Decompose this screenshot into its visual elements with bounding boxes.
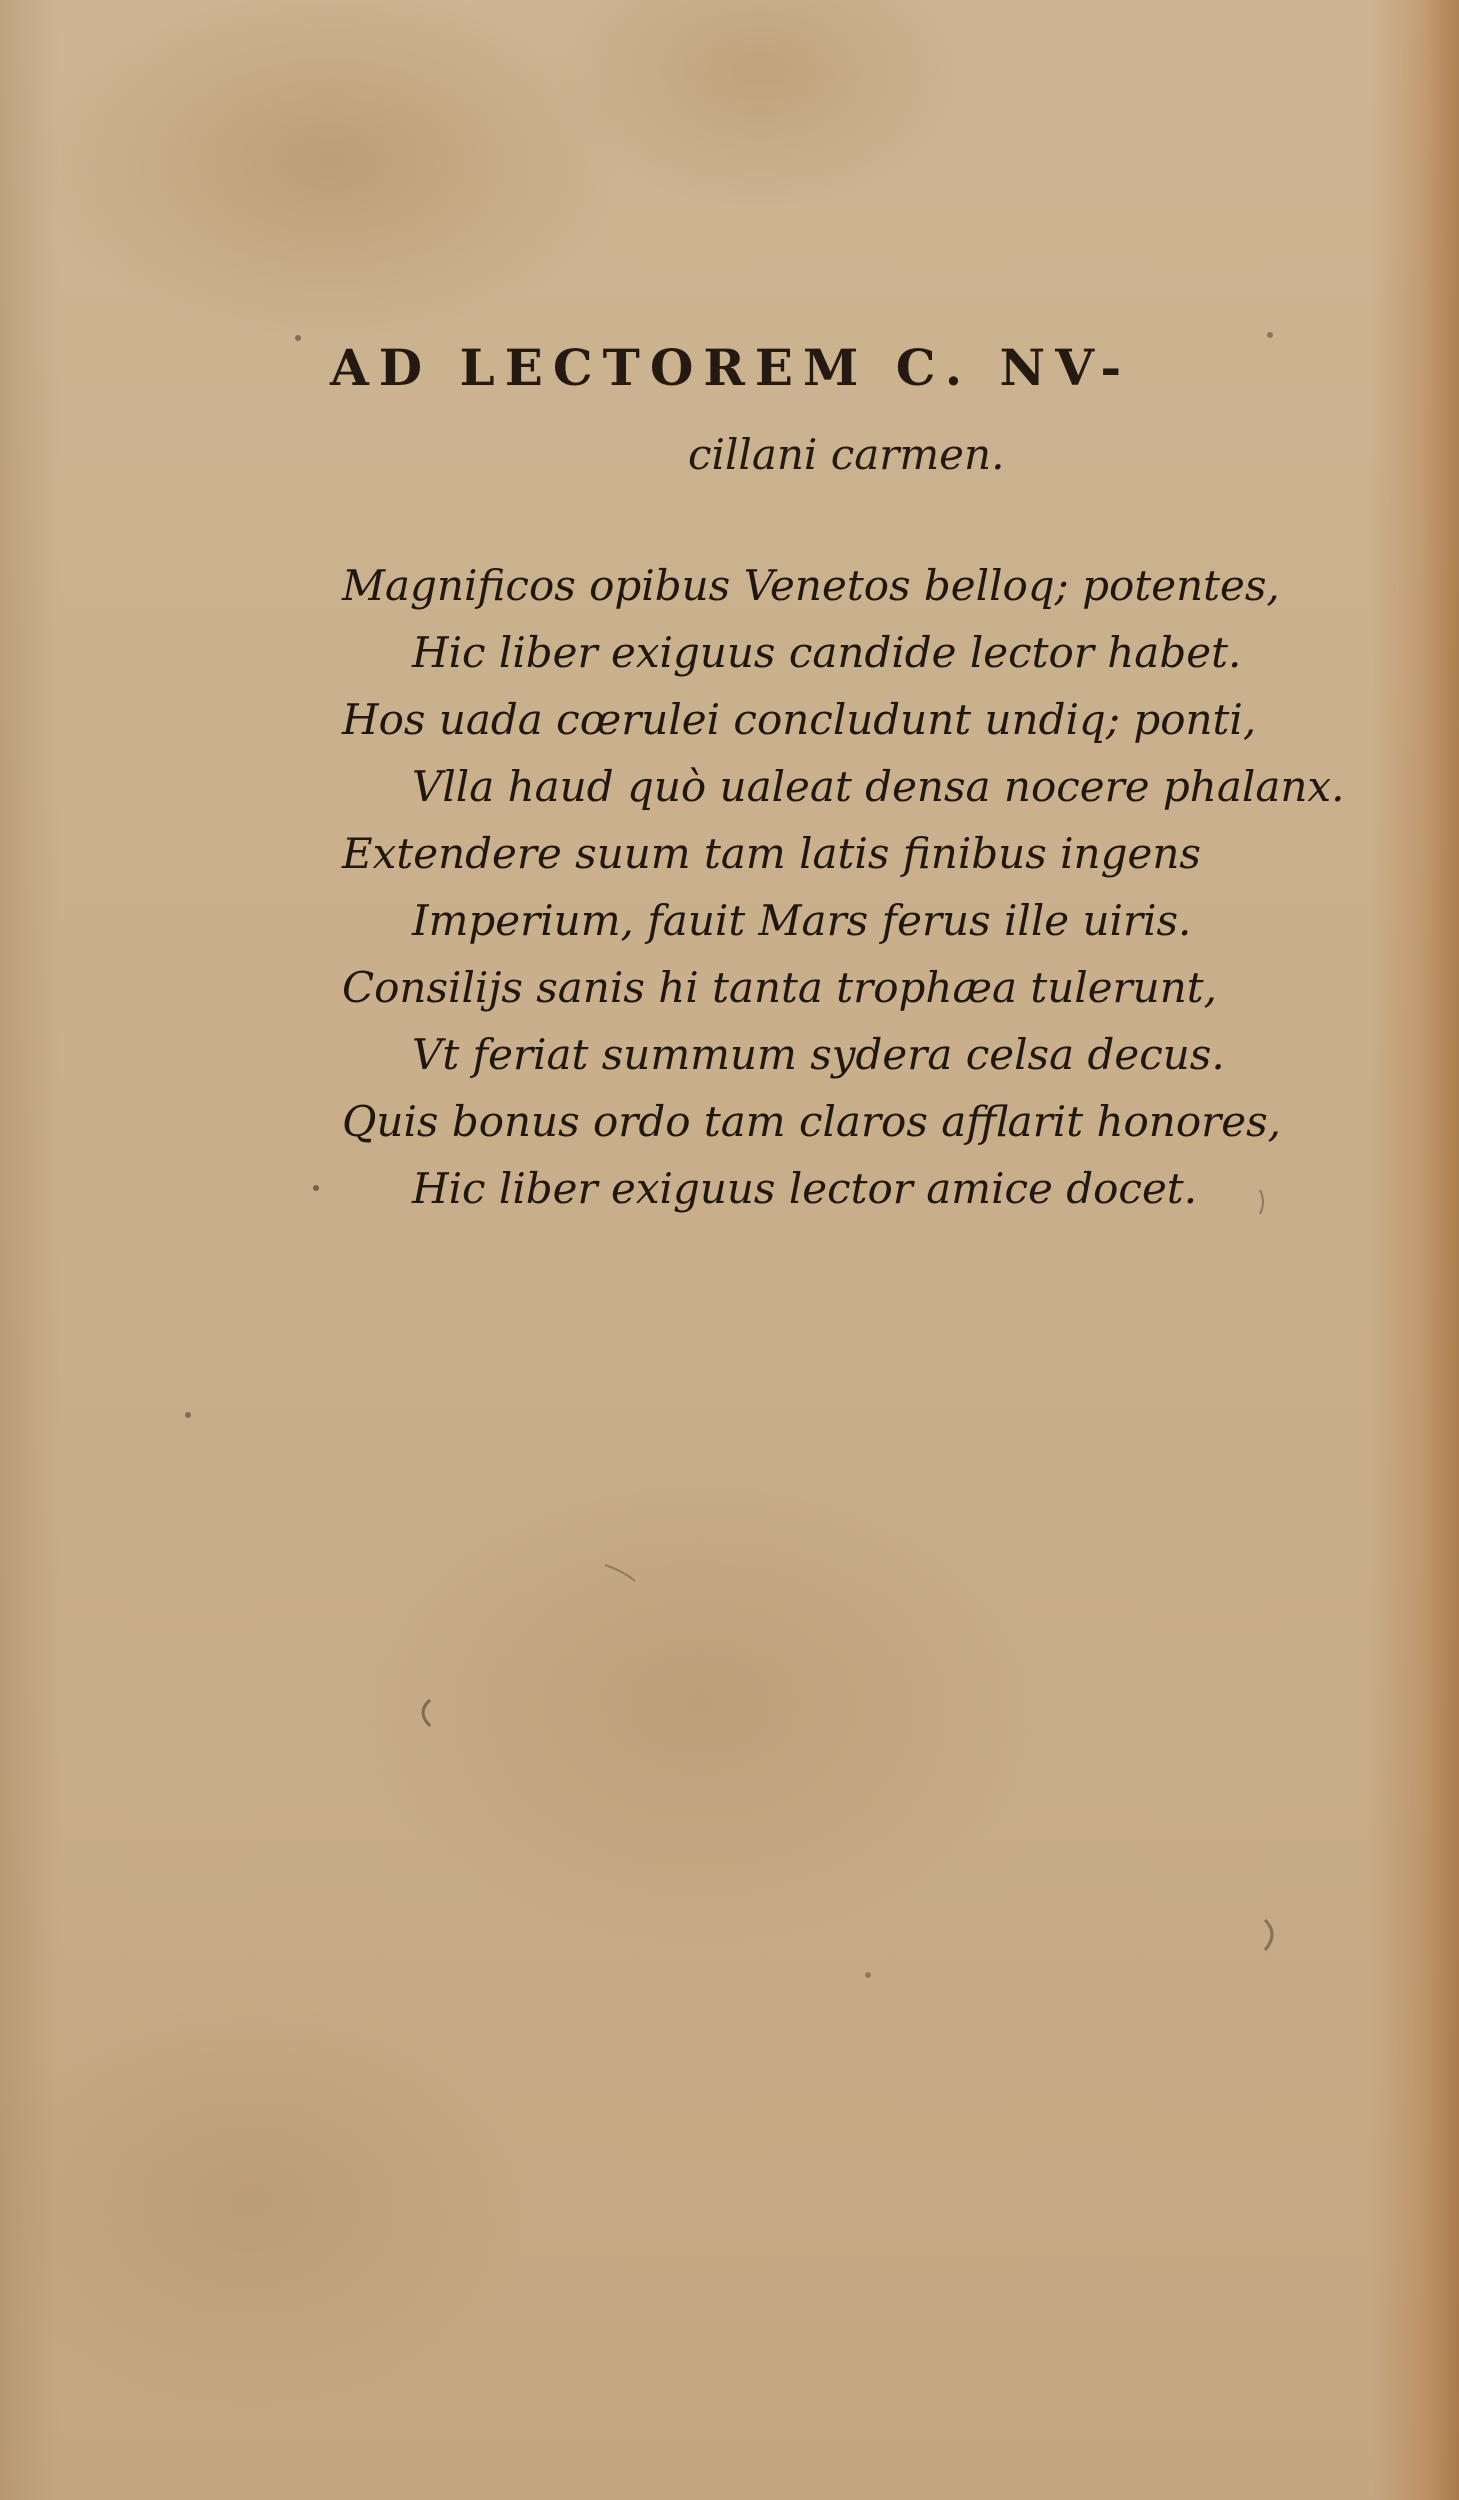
poem-line: Vt feriat summum sydera celsa decus. — [412, 1030, 1225, 1079]
poem-line: Hic liber exiguus lector amice docet. — [412, 1164, 1198, 1213]
poem-line: Quis bonus ordo tam claros afflarit honores, — [342, 1097, 1281, 1146]
poem-line: Hos uada cœrulei concludunt undiq; ponti, — [342, 695, 1257, 744]
poem-line: Vlla haud quò ualeat densa nocere phalanx. — [412, 762, 1345, 811]
poem-line: Hic liber exiguus candide lector habet. — [412, 628, 1242, 677]
poem-line: Magnificos opibus Venetos belloq; potentes, — [342, 561, 1280, 610]
poem-subheading: cillani carmen. — [688, 430, 1005, 479]
poem-line: Extendere suum tam latis finibus ingens — [342, 829, 1201, 878]
poem-heading: AD LECTOREM C. NV- — [330, 338, 1132, 397]
poem-line: Consilijs sanis hi tanta trophæa tulerunt, — [342, 963, 1217, 1012]
poem-line: Imperium, fauit Mars ferus ille uiris. — [412, 896, 1192, 945]
